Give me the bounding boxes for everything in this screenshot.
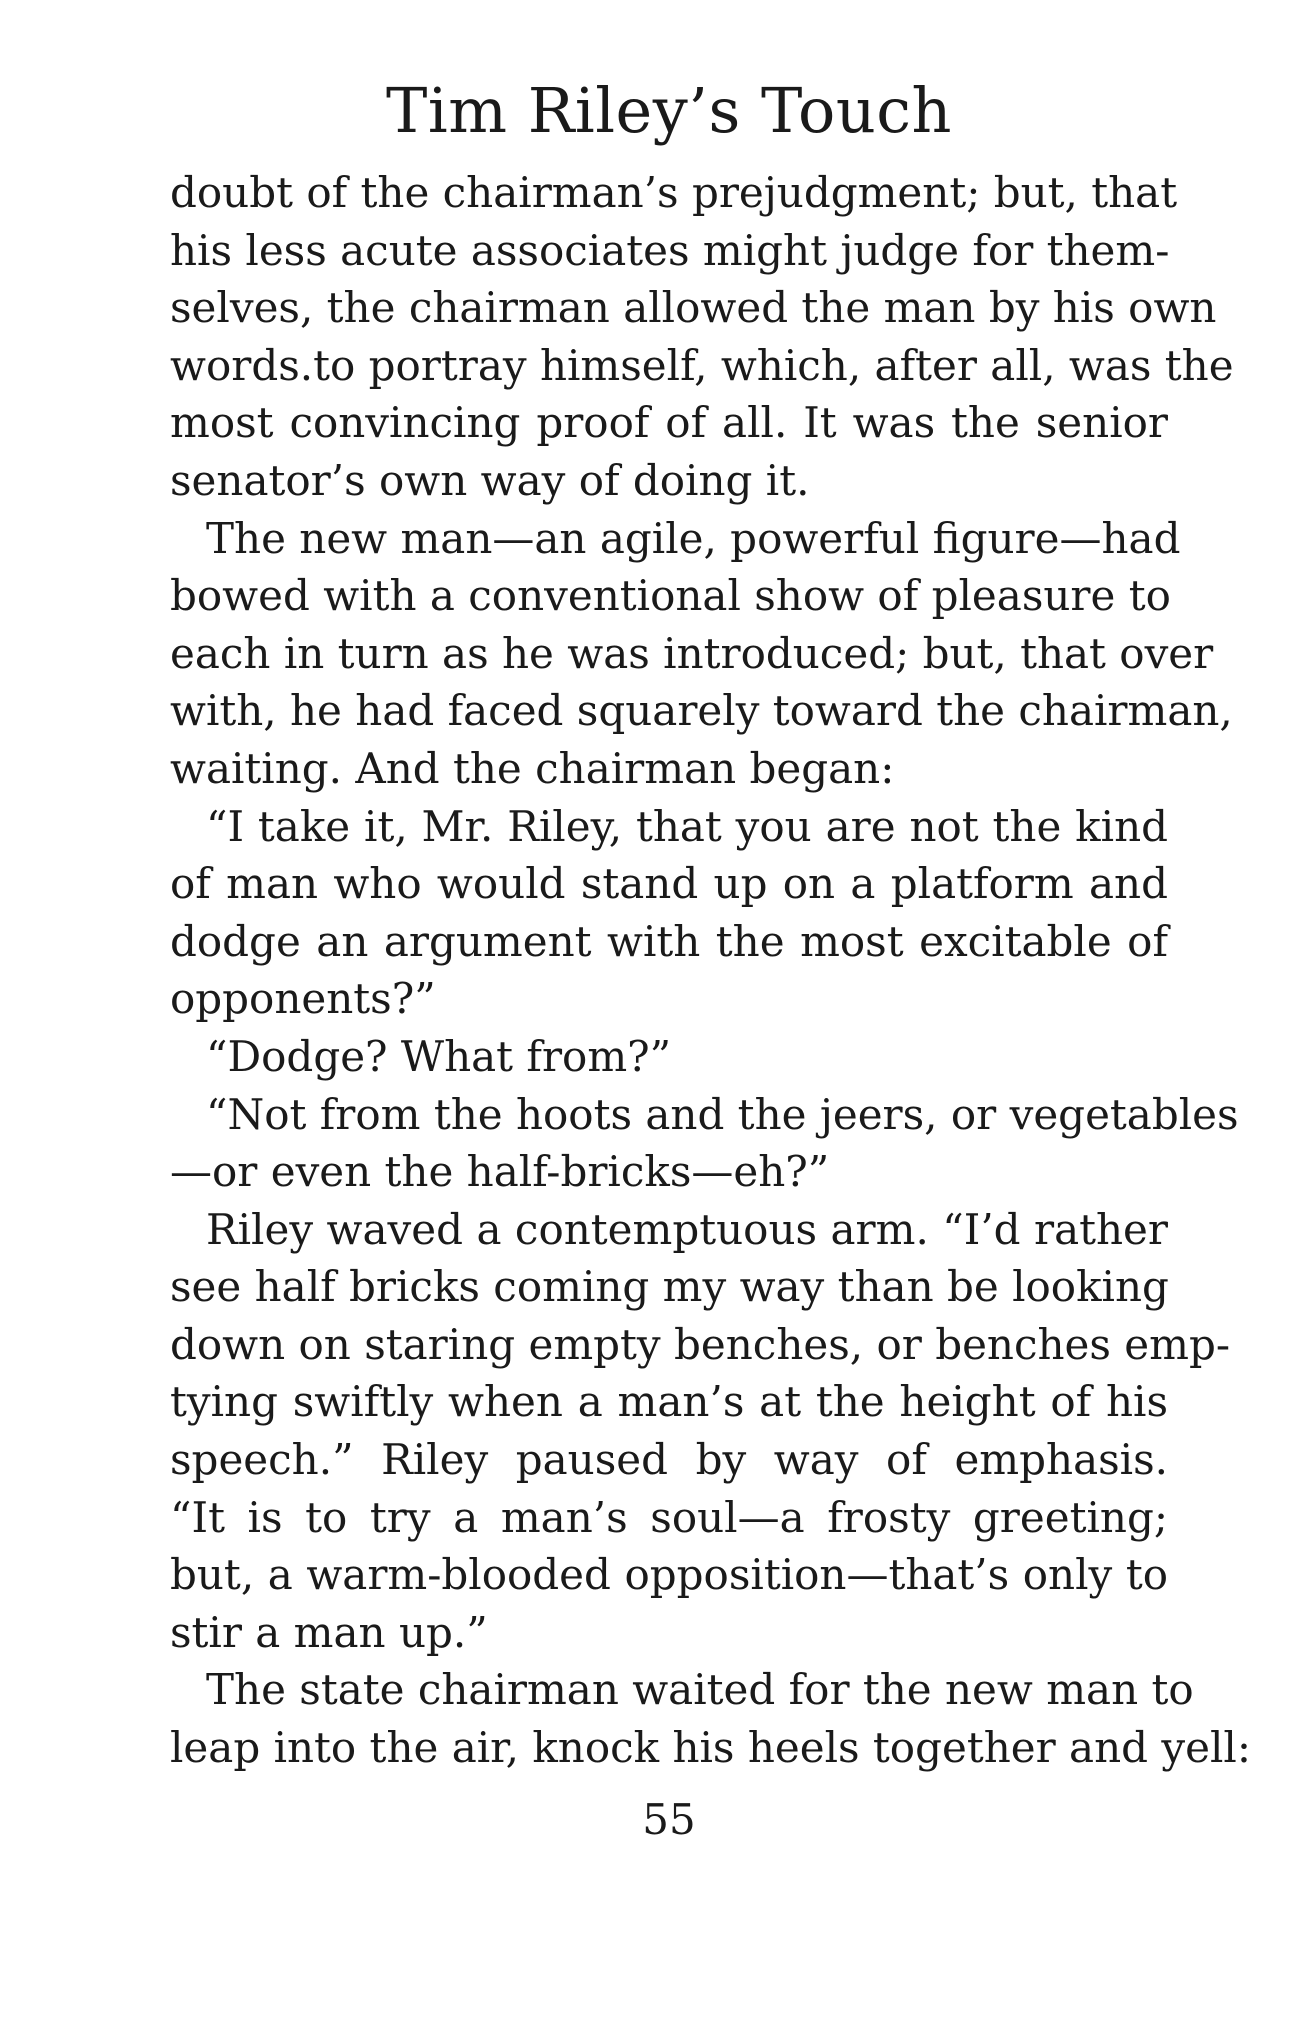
paragraph-4 — [170, 1028, 1168, 1086]
text-line: “Dodge? What from?” — [206, 1031, 672, 1081]
paragraph-3 — [170, 798, 1168, 1028]
running-head: Tim Riley’s Touch — [386, 74, 952, 147]
text-line: most convincing proof of all. It was the senior — [170, 398, 1168, 448]
text-line: selves, the chairman allowed the man by his own — [170, 283, 1217, 333]
text-line: leap into the air, knock his heels together and yell: — [170, 1723, 1251, 1773]
text-line: “Not from the hoots and the jeers, or vegetables — [206, 1089, 1239, 1139]
text-line: opponents?” — [170, 974, 436, 1024]
text-line: stir a man up.” — [170, 1607, 488, 1657]
text-line: “I take it, Mr. Riley, that you are not the kind — [206, 801, 1168, 851]
book-page — [170, 74, 1251, 1844]
text-line: words.to portray himself, which, after all, was the — [170, 340, 1234, 390]
text-line: senator’s own way of doing it. — [170, 455, 810, 505]
paragraph-1 — [170, 164, 1234, 510]
text-line: each in turn as he was introduced; but, that over — [170, 628, 1214, 678]
text-line: The state chairman waited for the new man to — [206, 1665, 1194, 1715]
page-number: 55 — [642, 1794, 696, 1844]
text-line: but, a warm-blooded opposition—that’s only to — [170, 1550, 1168, 1600]
text-line: “It is to try a man’s soul—a frosty greeting; — [170, 1492, 1168, 1542]
paragraph-6 — [170, 1201, 1231, 1662]
text-line: Riley waved a contemptuous arm. “I’d rather — [206, 1204, 1168, 1254]
text-line: of man who would stand up on a platform and — [170, 859, 1168, 909]
text-line: down on staring empty benches, or benches emp- — [170, 1319, 1231, 1369]
text-line: speech.” Riley paused by way of emphasis. — [170, 1435, 1168, 1485]
text-line: his less acute associates might judge for them- — [170, 225, 1170, 275]
text-line: The new man—an agile, powerful figure—had — [206, 513, 1181, 563]
paragraph-5 — [170, 1086, 1239, 1201]
text-line: see half bricks coming my way than be looking — [170, 1262, 1169, 1312]
paragraph-7 — [170, 1661, 1251, 1776]
text-line: —or even the half-bricks—eh?” — [170, 1147, 830, 1197]
text-line: waiting. And the chairman began: — [170, 743, 895, 793]
text-line: dodge an argument with the most excitable of — [170, 916, 1168, 966]
text-line: bowed with a conventional show of pleasure to — [170, 571, 1171, 621]
text-line: tying swiftly when a man’s at the height of his — [170, 1377, 1168, 1427]
paragraph-2 — [170, 510, 1233, 798]
text-line: doubt of the chairman’s prejudgment; but, that — [170, 168, 1178, 217]
text-line: with, he had faced squarely toward the chairman, — [170, 686, 1233, 736]
